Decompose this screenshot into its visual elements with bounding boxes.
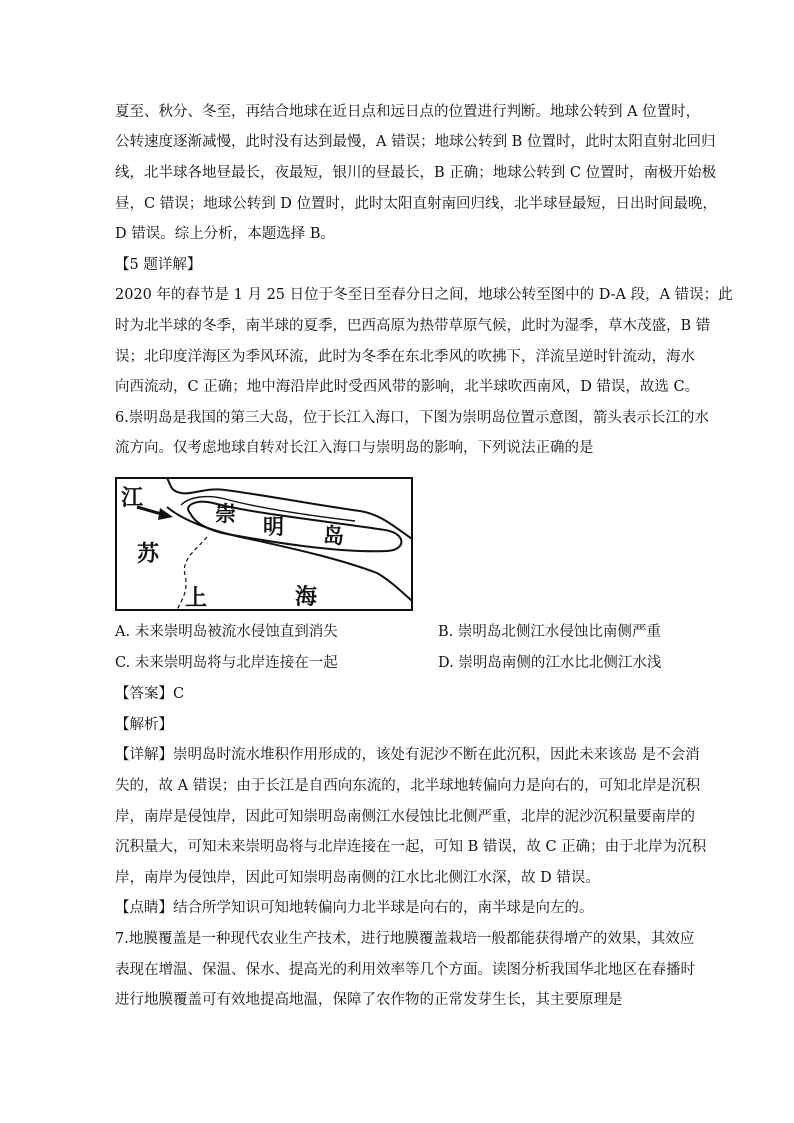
question-line: 6.崇明岛是我国的第三大岛，位于长江入海口，下图为崇明岛位置示意图，箭头表示长江的水 (115, 410, 709, 426)
option-d: D. 崇明岛南侧的江水比北侧江水浅 (438, 655, 662, 671)
paragraph-line: 误；北印度洋海区为季风环流，此时为冬季在东北季风的吹拂下，洋流呈逆时针流动，海水 (115, 349, 695, 365)
paragraph-line: 2020 年的春节是 1 月 25 日位于冬至日至春分日之间，地球公转至图中的 D-A 段，A 错误；此 (115, 287, 733, 303)
explanation-line: 岸，南岸为侵蚀岸，因此可知崇明岛南侧的江水比北侧江水深，故 D 错误。 (115, 870, 600, 886)
map-label-dao: 岛 (323, 524, 344, 548)
map-label-chong: 崇 (215, 502, 236, 526)
map-label-su: 苏 (137, 542, 160, 567)
option-a: A. 未来崇明岛被流水侵蚀直到消失 (115, 624, 338, 640)
map-label-jiang: 江 (121, 486, 144, 511)
explanation-line: 沉积量大，可知未来崇明岛将与北岸连接在一起，可知 B 错误，故 C 正确；由于北岸为沉积 (115, 839, 707, 855)
paragraph-line: 时为北半球的冬季，南半球的夏季，巴西高原为热带草原气候，此时为湿季，草木茂盛，B 错 (115, 318, 711, 334)
paragraph-line: 公转速度逐渐减慢，此时没有达到最慢，A 错误；地球公转到 B 位置时，此时太阳直射北回归 (115, 134, 716, 150)
map-drawing (115, 477, 413, 611)
chongming-island-map (115, 477, 413, 611)
explanation-line: 【详解】崇明岛时流水堆积作用形成的，该处有泥沙不断在此沉积，因此未来该岛 是不会消 (115, 747, 700, 763)
option-c: C. 未来崇明岛将与北岸连接在一起 (115, 655, 338, 671)
map-label-shang: 上 (185, 586, 208, 611)
paragraph-line: 向西流动，C 正确；地中海沿岸此时受西风带的影响，北半球吹西南风，D 错误，故选 C。 (115, 379, 700, 395)
answer-line: 【答案】C (115, 686, 185, 702)
question-line: 进行地膜覆盖可有效地提高地温，保障了农作物的正常发芽生长，其主要原理是 (115, 992, 623, 1008)
option-b: B. 崇明岛北侧江水侵蚀比南侧严重 (438, 624, 661, 640)
key-point-line: 【点睛】结合所学知识可知地转偏向力北半球是向右的，南半球是向左的。 (115, 900, 594, 916)
map-label-hai: 海 (295, 585, 318, 610)
map-label-ming: 明 (263, 515, 284, 539)
paragraph-line: 夏至、秋分、冬至，再结合地球在近日点和远日点的位置进行判断。地球公转到 A 位置时， (115, 104, 701, 120)
question-line: 流方向。仅考虑地球自转对长江入海口与崇明岛的影响，下列说法正确的是 (115, 440, 594, 456)
paragraph-line: 昼，C 错误；地球公转到 D 位置时，此时太阳直射南回归线，北半球昼最短，日出时间最晚， (115, 196, 718, 212)
paragraph-line: D 错误。综上分析，本题选择 B。 (115, 226, 335, 242)
explanation-line: 岸，南岸是侵蚀岸，因此可知崇明岛南侧江水侵蚀比北侧严重，北岸的泥沙沉积量要南岸的 (115, 809, 695, 825)
explanation-line: 失的，故 A 错误；由于长江是自西向东流的，北半球地转偏向力是向右的，可知北岸是沉积 (115, 778, 701, 794)
question-line: 7.地膜覆盖是一种现代农业生产技术，进行地膜覆盖栽培一般都能获得增产的效果，其效应 (115, 931, 695, 947)
section-heading: 【5 题详解】 (115, 257, 202, 273)
paragraph-line: 线，北半球各地昼最长，夜最短，银川的昼最长，B 正确；地球公转到 C 位置时，南极开始极 (115, 165, 717, 181)
question-line: 表现在增温、保温、保水、提高光的利用效率等几个方面。读图分析我国华北地区在春播时 (115, 962, 695, 978)
analysis-heading: 【解析】 (115, 717, 173, 733)
